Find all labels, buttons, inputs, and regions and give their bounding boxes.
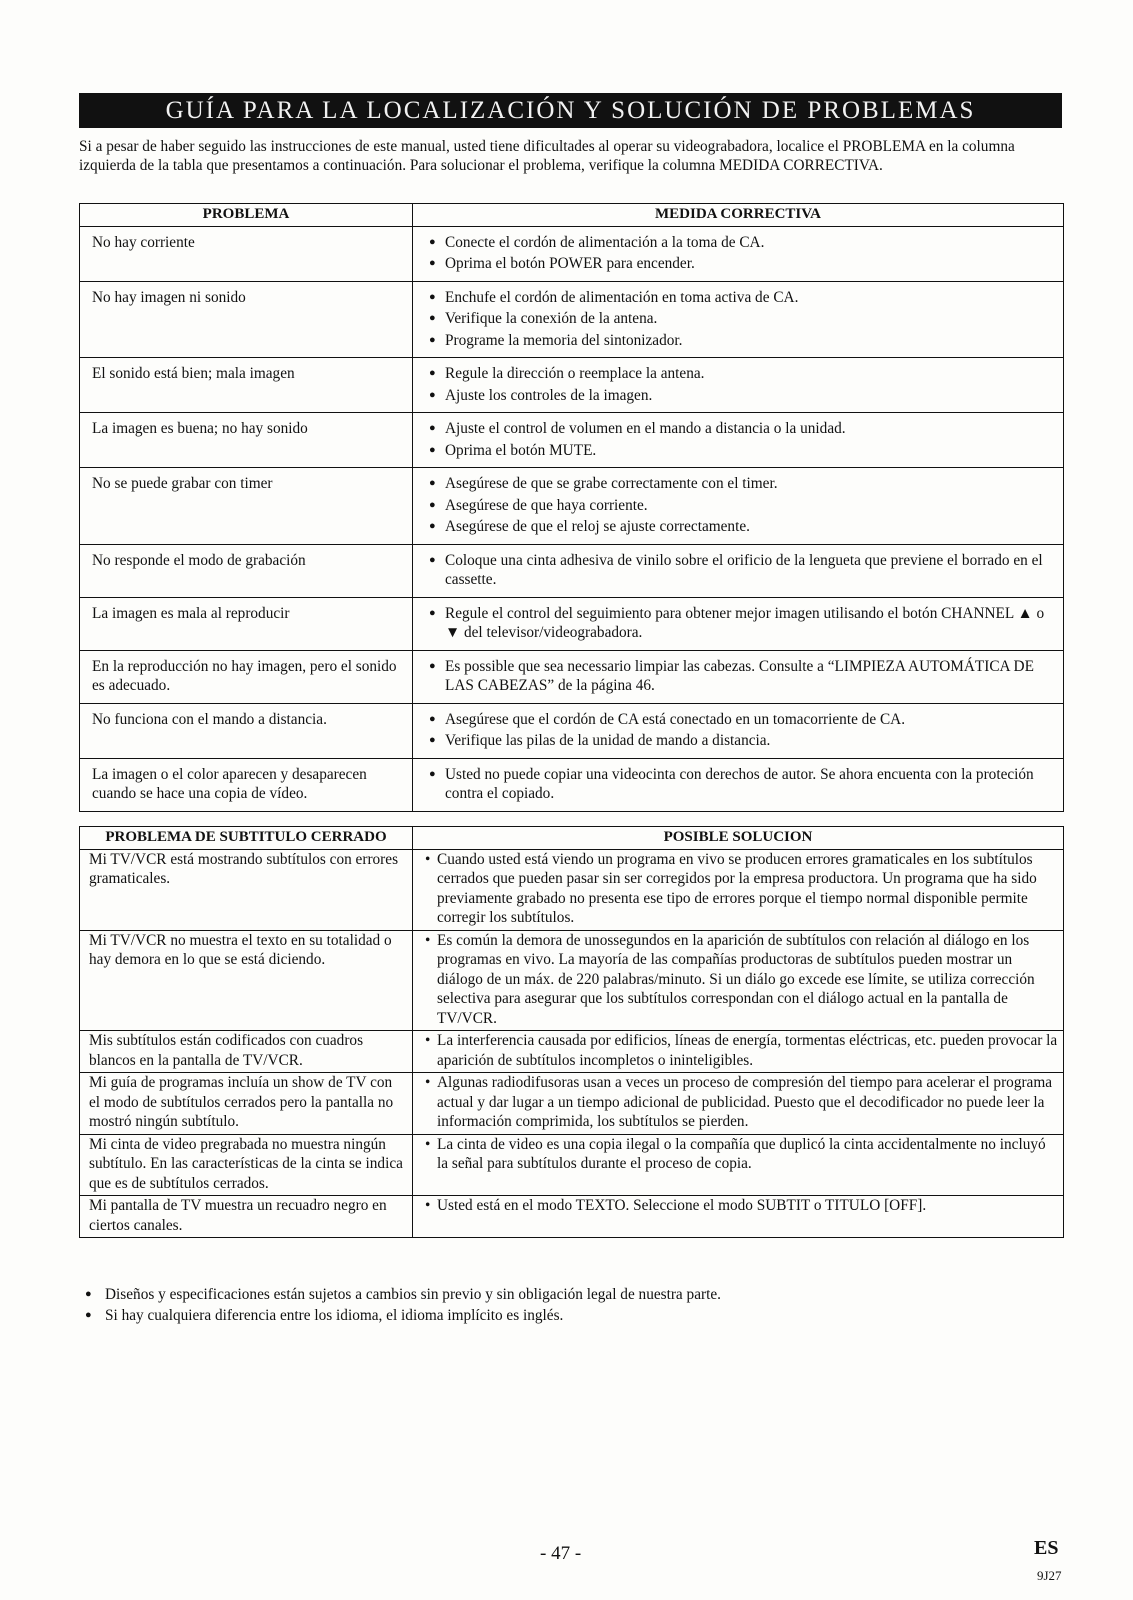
- solution-cell: [413, 650, 1064, 703]
- problem-cell: No funciona con el mando a distancia.: [80, 703, 413, 758]
- solution-cell: [413, 758, 1064, 811]
- table-row: [80, 544, 1064, 597]
- cc-solution-text: • Cuando usted está viendo un programa en vivo se producen errores gramaticales en los subtítulos cerrados que pueden pasar sin ser corregidos por la empresa productora. Un programa que ha sido previamente grabado no presenta ese tipo de errores porque el tiempo normal disponible permite corregir los subtítulos.: [425, 850, 1058, 928]
- solution-item: ● Asegúrese de que haya corriente.: [429, 496, 1051, 516]
- problem-cell: No hay corriente: [80, 226, 413, 281]
- table-row: [80, 358, 1064, 413]
- table-row: [80, 650, 1064, 703]
- cc-solution-text: • Algunas radiodifusoras usan a veces un proceso de compresión del tiempo para acelerar el programa actual y dar lugar a un tiempo adicional de publicidad. Puesto que el decodificador no puede leer la información comprimida, los subtítulos se pierden.: [425, 1073, 1058, 1132]
- footnote: ● Si hay cualquiera diferencia entre los idioma, el idioma implícito es inglés.: [85, 1305, 1045, 1326]
- solution-cell: [413, 413, 1064, 468]
- solution-item: ● Asegúrese de que se grabe correctamente con el timer.: [429, 474, 1051, 494]
- cc-problem-cell: Mi cinta de video pregrabada no muestra ningún subtítulo. En las características de la cinta se indica que es de subtítulos cerrados.: [80, 1134, 413, 1196]
- cc-solution-text: • La interferencia causada por edificios, líneas de energía, tormentas eléctricas, etc. pueden provocar la aparición de subtítulos incompletos o ininteligibles.: [425, 1031, 1058, 1070]
- solution-header: MEDIDA CORRECTIVA: [413, 204, 1064, 227]
- solution-item: ● Regule la dirección o reemplace la antena.: [429, 364, 1051, 384]
- solution-cell: [413, 597, 1064, 650]
- table-row: [80, 1196, 1064, 1238]
- table-row: [80, 1031, 1064, 1073]
- solution-item: ● Enchufe el cordón de alimentación en toma activa de CA.: [429, 288, 1051, 308]
- cc-solution-cell: [413, 930, 1064, 1031]
- solution-item: ● Oprima el botón MUTE.: [429, 441, 1051, 461]
- footnote: ● Diseños y especificaciones están sujetos a cambios sin previo y sin obligación legal de nuestra parte.: [85, 1284, 1045, 1305]
- problem-cell: No hay imagen ni sonido: [80, 281, 413, 358]
- cc-problem-cell: Mi guía de programas incluía un show de TV con el modo de subtítulos cerrados pero la pantalla no mostró ningún subtítulo.: [80, 1073, 413, 1135]
- table-row: [80, 1134, 1064, 1196]
- solution-item: ● Asegúrese de que el reloj se ajuste correctamente.: [429, 517, 1051, 537]
- cc-solution-cell: [413, 1073, 1064, 1135]
- cc-solution-header: POSIBLE SOLUCION: [413, 827, 1064, 850]
- problem-cell: En la reproducción no hay imagen, pero el sonido es adecuado.: [80, 650, 413, 703]
- solution-item: ● Ajuste el control de volumen en el mando a distancia o la unidad.: [429, 419, 1051, 439]
- table-row: [80, 597, 1064, 650]
- cc-problem-header: PROBLEMA DE SUBTITULO CERRADO: [80, 827, 413, 850]
- solution-item: ● Es possible que sea necessario limpiar las cabezas. Consulte a “LIMPIEZA AUTOMÁTICA DE LAS CABEZAS” de la página 46.: [429, 657, 1051, 696]
- cc-solution-cell: [413, 849, 1064, 930]
- table-row: [80, 226, 1064, 281]
- table-row: [80, 281, 1064, 358]
- cc-problem-cell: Mi TV/VCR no muestra el texto en su totalidad o hay demora en lo que se está diciendo.: [80, 930, 413, 1031]
- cc-problem-cell: Mi TV/VCR está mostrando subtítulos con errores gramaticales.: [80, 849, 413, 930]
- table-row: [80, 930, 1064, 1031]
- cc-solution-cell: [413, 1196, 1064, 1238]
- solution-item: ● Usted no puede copiar una videocinta con derechos de autor. Se ahora encuenta con la proteción contra el copiado.: [429, 765, 1051, 804]
- problem-cell: No se puede grabar con timer: [80, 468, 413, 545]
- footnotes: [85, 1284, 1045, 1326]
- table-row: [80, 703, 1064, 758]
- document-code: 9J27: [1037, 1568, 1062, 1583]
- cc-problem-cell: Mi pantalla de TV muestra un recuadro negro en ciertos canales.: [80, 1196, 413, 1238]
- table-row: [80, 849, 1064, 930]
- cc-solution-text: • Es común la demora de unossegundos en la aparición de subtítulos con relación al diálogo en los programas en vivo. La mayoría de las compañías productoras de subtítulos pueden mostrar un diálogo de un máx. de 220 palabras/minuto. Si un diálo go excede ese límite, se utiliza corrección selectiva para asegurar que los subtítulos correspondan con el diálogo actual en la pantalla de TV/VCR.: [425, 931, 1058, 1029]
- solution-cell: [413, 544, 1064, 597]
- solution-item: ● Verifique las pilas de la unidad de mando a distancia.: [429, 731, 1051, 751]
- closed-caption-table: [79, 826, 1064, 1238]
- solution-item: ● Verifique la conexión de la antena.: [429, 309, 1051, 329]
- cc-solution-cell: [413, 1134, 1064, 1196]
- problem-cell: La imagen es mala al reproducir: [80, 597, 413, 650]
- solution-cell: [413, 281, 1064, 358]
- solution-item: ● Coloque una cinta adhesiva de vinilo sobre el orificio de la lengueta que previene el borrado en el cassette.: [429, 551, 1051, 590]
- table-row: [80, 758, 1064, 811]
- solution-item: ● Conecte el cordón de alimentación a la toma de CA.: [429, 233, 1051, 253]
- solution-item: ● Ajuste los controles de la imagen.: [429, 386, 1051, 406]
- problem-cell: El sonido está bien; mala imagen: [80, 358, 413, 413]
- solution-cell: [413, 226, 1064, 281]
- page-number: - 47 -: [540, 1543, 582, 1564]
- table-row: [80, 413, 1064, 468]
- solution-cell: [413, 358, 1064, 413]
- cc-solution-text: • Usted está en el modo TEXTO. Seleccione el modo SUBTIT o TITULO [OFF].: [425, 1196, 1058, 1216]
- problem-header: PROBLEMA: [80, 204, 413, 227]
- table-row: [80, 1073, 1064, 1135]
- solution-cell: [413, 468, 1064, 545]
- problem-cell: La imagen es buena; no hay sonido: [80, 413, 413, 468]
- page-title: GUÍA PARA LA LOCALIZACIÓN Y SOLUCIÓN DE PROBLEMAS: [79, 93, 1062, 128]
- cc-problem-cell: Mis subtítulos están codificados con cuadros blancos en la pantalla de TV/VCR.: [80, 1031, 413, 1073]
- table-row: [80, 468, 1064, 545]
- problem-cell: La imagen o el color aparecen y desaparecen cuando se hace una copia de vídeo.: [80, 758, 413, 811]
- solution-item: ● Oprima el botón POWER para encender.: [429, 254, 1051, 274]
- cc-solution-text: • La cinta de video es una copia ilegal o la compañía que duplicó la cinta accidentalmente no incluyó la señal para subtítulos durante el proceso de copia.: [425, 1135, 1058, 1174]
- troubleshooting-table: [79, 203, 1064, 812]
- language-code: ES: [1034, 1537, 1059, 1559]
- problem-cell: No responde el modo de grabación: [80, 544, 413, 597]
- solution-item: ● Programe la memoria del sintonizador.: [429, 331, 1051, 351]
- cc-solution-cell: [413, 1031, 1064, 1073]
- solution-item: ● Asegúrese que el cordón de CA está conectado en un tomacorriente de CA.: [429, 710, 1051, 730]
- intro-paragraph: Si a pesar de haber seguido las instrucciones de este manual, usted tiene dificultades al operar su videograbadora, localice el PROBLEMA en la columna izquierda de la tabla que presentamos a continuación. Para solucionar el problema, verifique la columna MEDIDA CORRECTIVA.: [79, 138, 1015, 174]
- solution-cell: [413, 703, 1064, 758]
- solution-item: ● Regule el control del seguimiento para obtener mejor imagen utilisando el botón CHANNEL ▲ o ▼ del televisor/videograbadora.: [429, 604, 1051, 643]
